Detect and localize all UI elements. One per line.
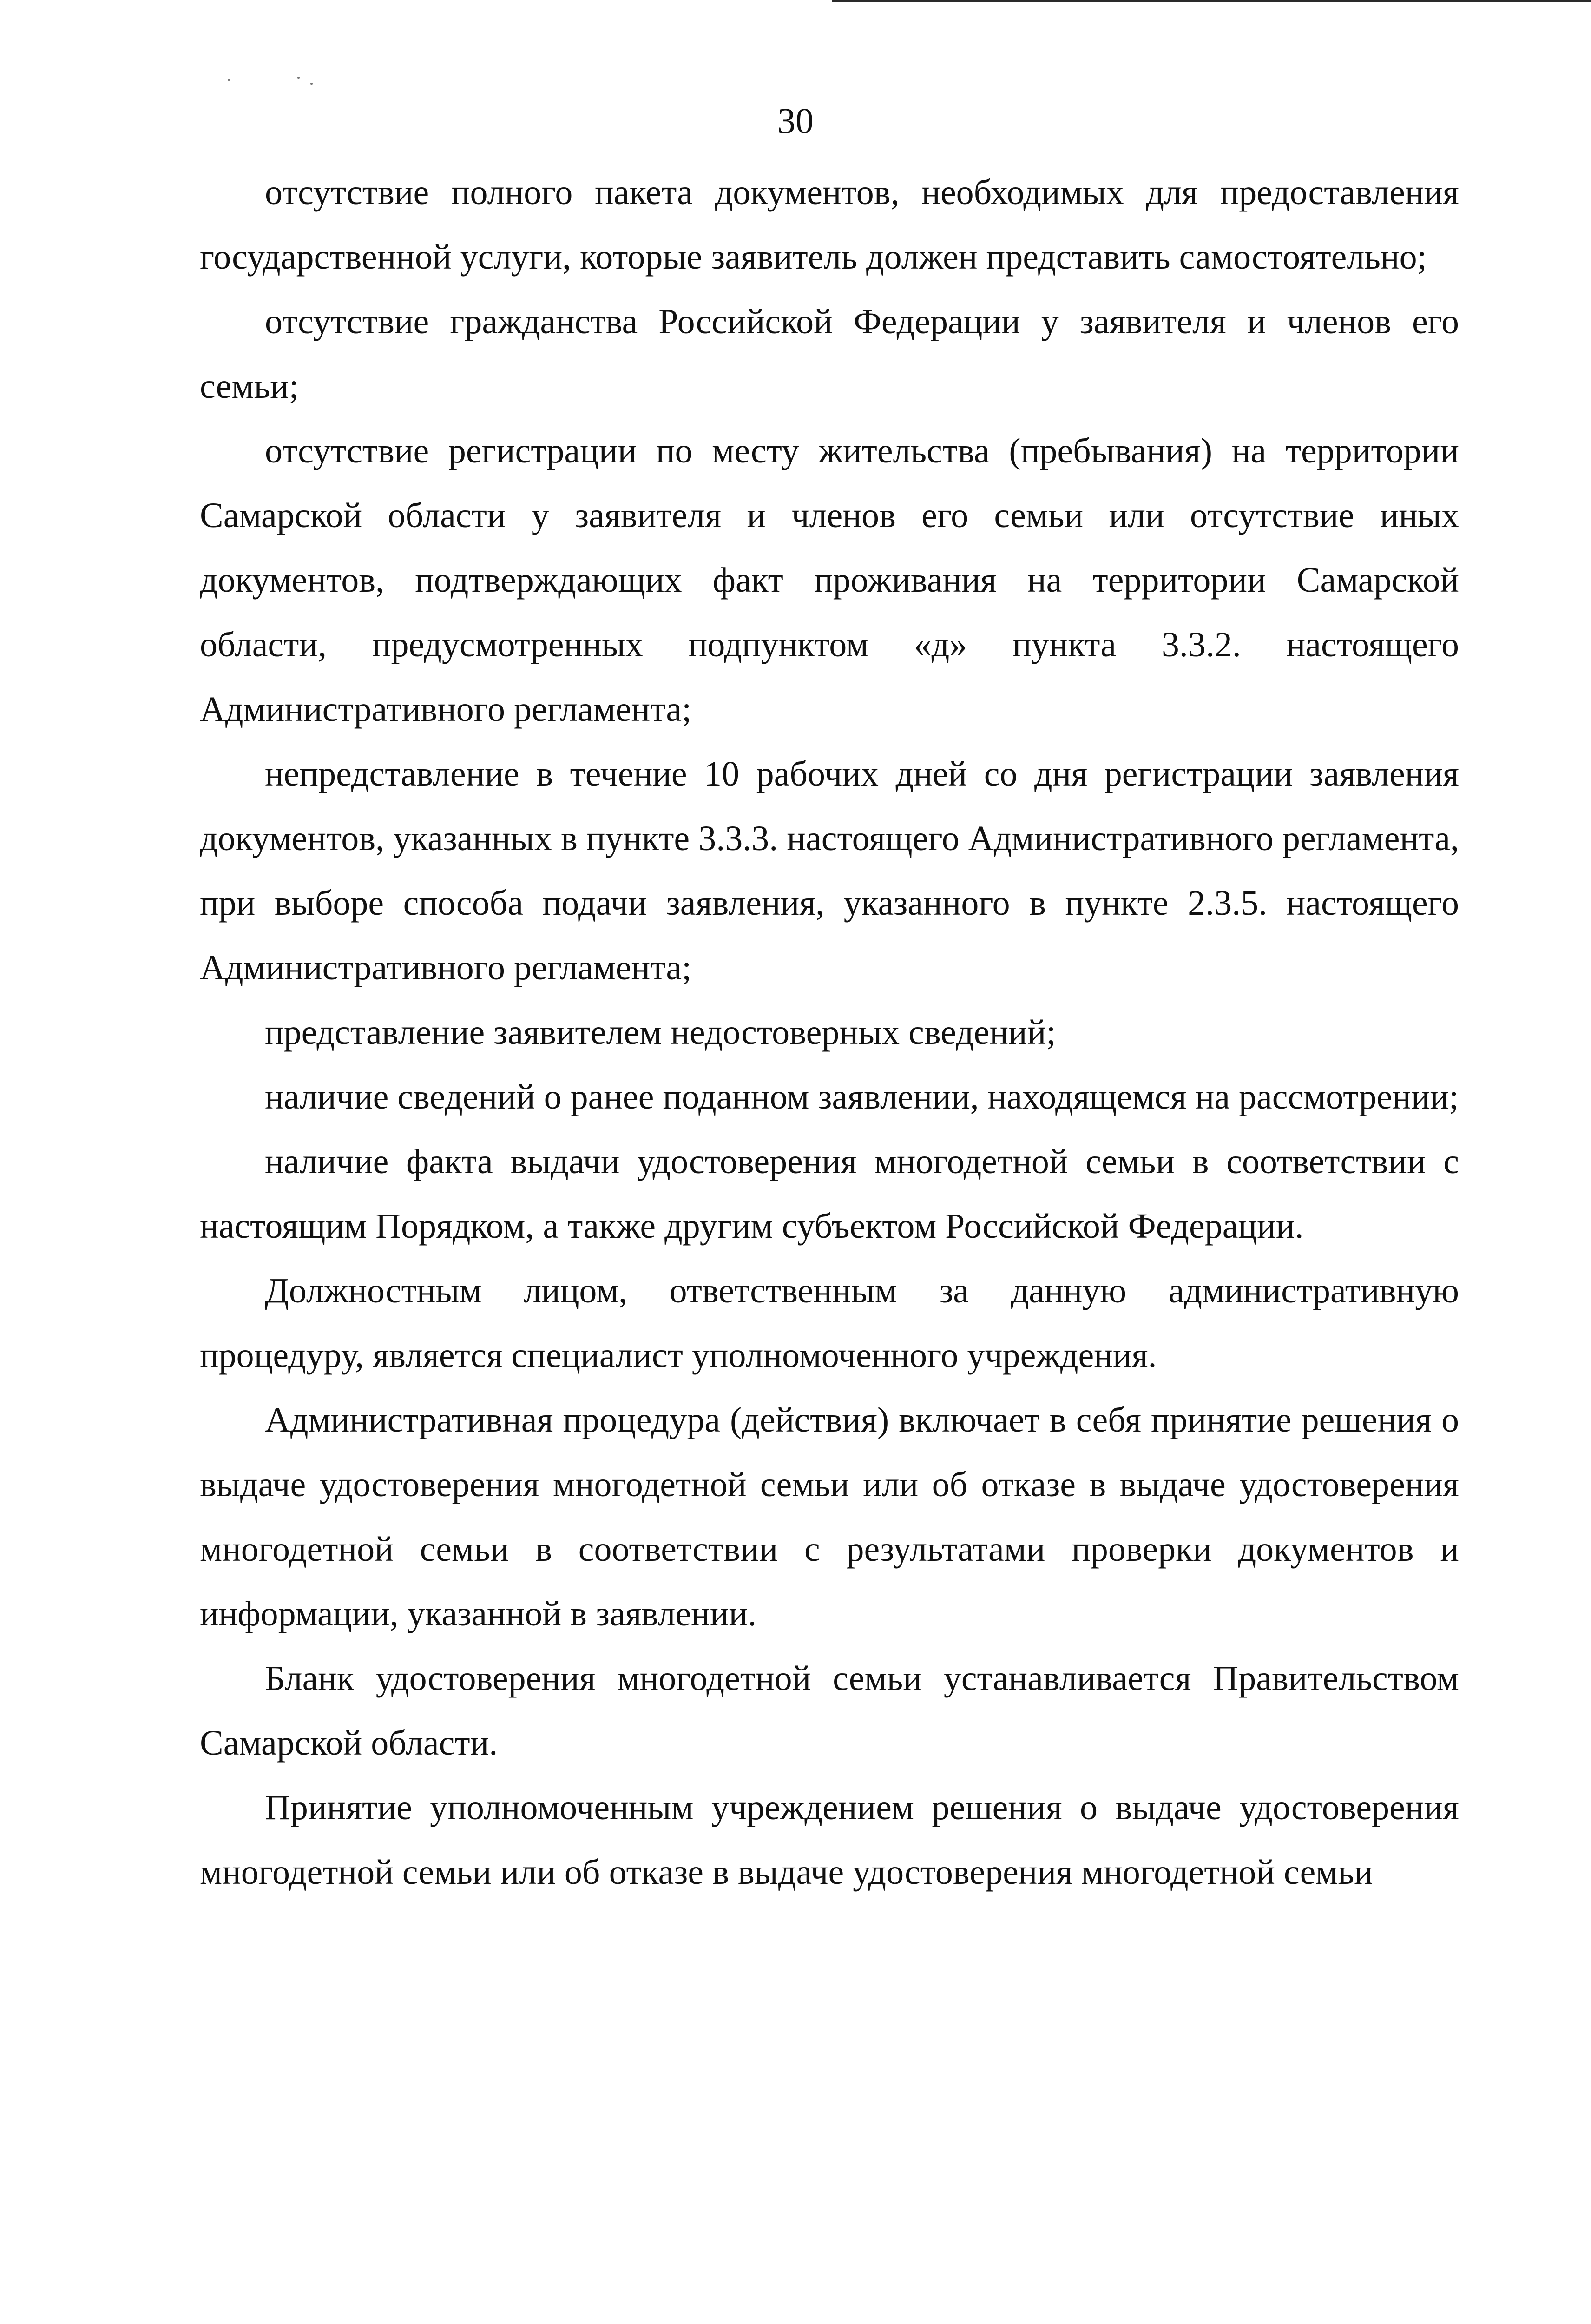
paragraph-procedure-includes: Административная процедура (действия) включает в себя принятие решения о выдаче удостоверения многодетной семьи или об отказе в выдаче удостоверения многодетной семьи в соответствии с результатами проверки документов и информации, указанной в заявлении. [200, 1400, 1459, 1633]
paragraph-decision: Принятие уполномоченным учреждением решения о выдаче удостоверения многодетной семьи или об отказе в выдаче удостоверения многодетной семьи [200, 1788, 1459, 1892]
paragraph-incomplete-documents: отсутствие полного пакета документов, необходимых для предоставления государственной услуги, которые заявитель должен представить самостоятельно; [200, 173, 1459, 277]
document-body [200, 160, 1459, 1905]
paragraph-documents-not-submitted: непредставление в течение 10 рабочих дней со дня регистрации заявления документов, указанных в пункте 3.3.3. настоящего Административного регламента, при выборе способа подачи заявления, указанного в пункте 2.3.5. настоящего Административного регламента; [200, 754, 1459, 987]
paragraph-no-citizenship: отсутствие гражданства Российской Федерации у заявителя и членов его семьи; [200, 302, 1459, 406]
page-number: 30 [777, 100, 814, 141]
paragraph-pending-application: наличие сведений о ранее поданном заявлении, находящемся на рассмотрении; [265, 1077, 1459, 1116]
scan-speck [228, 79, 230, 81]
paragraph-certificate-form: Бланк удостоверения многодетной семьи устанавливается Правительством Самарской области. [200, 1659, 1459, 1763]
scan-border-line [832, 0, 1591, 2]
scan-speck [310, 83, 313, 85]
scan-speck [297, 77, 300, 79]
paragraph-false-information: представление заявителем недостоверных сведений; [265, 1013, 1056, 1052]
paragraph-certificate-already-issued: наличие факта выдачи удостоверения многодетной семьи в соответствии с настоящим Порядком, а также другим субъектом Российской Федерации. [200, 1142, 1459, 1246]
paragraph-responsible-official: Должностным лицом, ответственным за данную административную процедуру, является специалист уполномоченного учреждения. [200, 1271, 1459, 1375]
paragraph-no-registration: отсутствие регистрации по месту жительства (пребывания) на территории Самарской области у заявителя и членов его семьи или отсутствие иных документов, подтверждающих факт проживания на территории Самарской области, предусмотренных подпунктом «д» пункта 3.3.2. настоящего Административного регламента; [200, 431, 1459, 729]
